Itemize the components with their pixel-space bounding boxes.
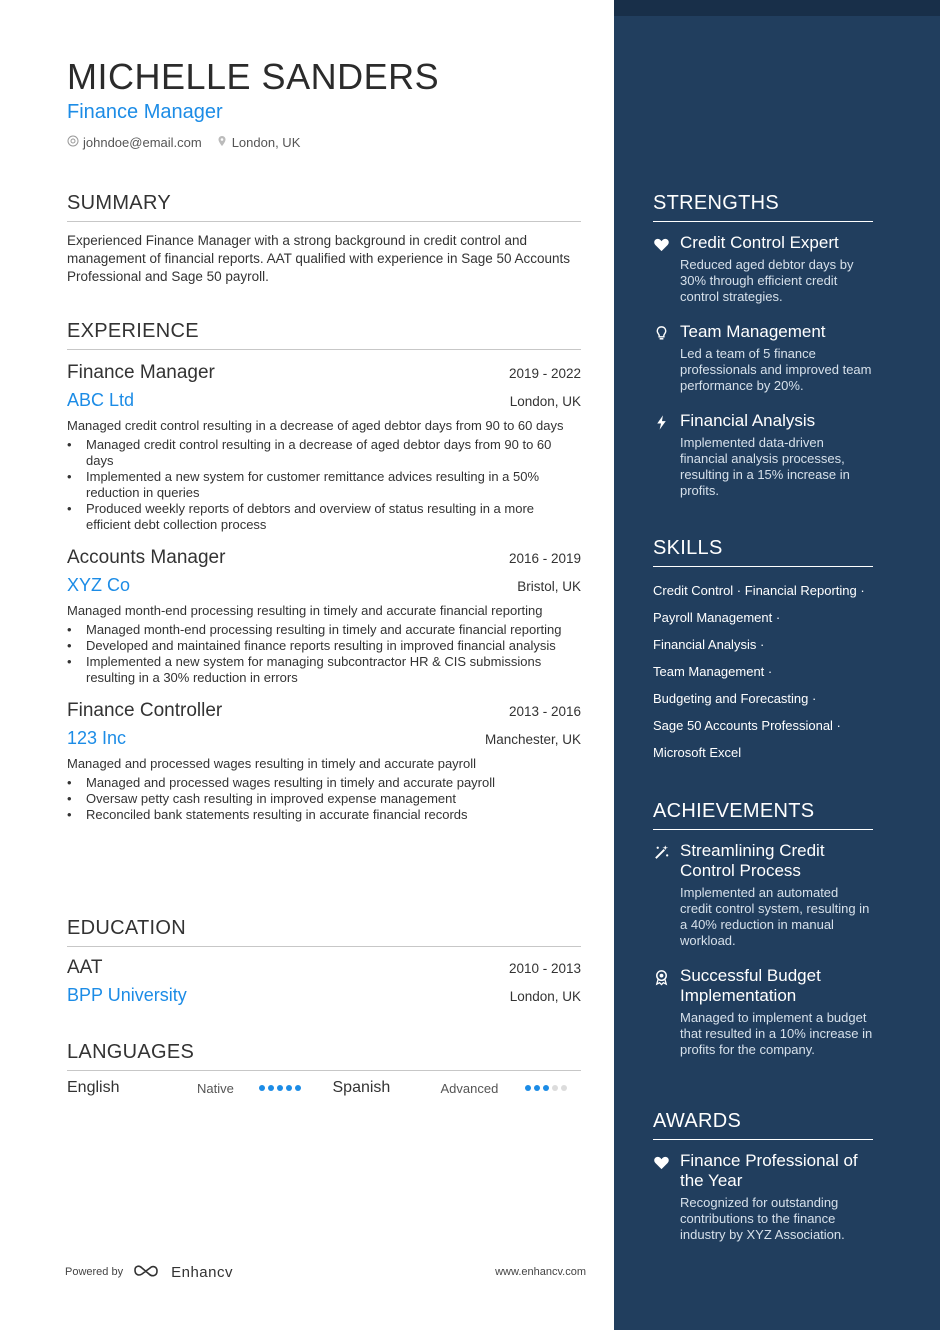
achievement-title: Successful Budget Implementation xyxy=(680,966,821,1005)
job-description: Managed credit control resulting in a decrease of aged debtor days from 90 to 60 days xyxy=(67,418,564,433)
job-entry xyxy=(67,698,581,823)
proficiency-dot-empty xyxy=(552,1085,558,1091)
job-dates: 2019 - 2022 xyxy=(508,366,581,381)
strength-title: Credit Control Expert xyxy=(680,233,839,252)
heart-icon xyxy=(653,233,680,305)
experience-section xyxy=(67,319,581,823)
at-icon xyxy=(67,135,79,150)
skill-item: Microsoft Excel xyxy=(653,745,742,760)
strength-text: Implemented data-driven financial analysis processes, resulting in a 15% increase in profits. xyxy=(680,435,850,498)
job-company: ABC Ltd xyxy=(67,390,135,410)
bullet-item: • Developed and maintained finance reports resulting in improved financial analysis xyxy=(67,638,581,654)
school-name: BPP University xyxy=(67,985,187,1005)
proficiency-dot-filled xyxy=(259,1085,265,1091)
bullet-item: • Managed credit control resulting in a decrease of aged debtor days from 90 to 60 days xyxy=(67,437,581,469)
skill-item: Financial Analysis · xyxy=(653,637,765,652)
lightning-icon xyxy=(653,411,680,499)
location-text: London, UK xyxy=(231,135,301,150)
language-level: Native xyxy=(197,1080,234,1096)
job-location: Bristol, UK xyxy=(517,579,581,594)
candidate-role: Finance Manager xyxy=(67,101,223,123)
proficiency-dot-filled xyxy=(295,1085,301,1091)
language-item xyxy=(67,1079,316,1097)
strength-item xyxy=(653,233,873,305)
award-item xyxy=(653,1151,873,1243)
awards-title: AWARDS xyxy=(653,1109,873,1140)
strength-text: Reduced aged debtor days by 30% through efficient credit control strategies. xyxy=(680,257,854,304)
education-dates: 2010 - 2013 xyxy=(508,961,581,976)
job-title: Finance Controller xyxy=(67,700,223,721)
achievement-text: Implemented an automated credit control system, resulting in a 40% reduction in manual workload. xyxy=(680,885,870,948)
email-item[interactable] xyxy=(67,135,202,150)
proficiency-dot-filled xyxy=(534,1085,540,1091)
language-item xyxy=(333,1079,582,1097)
job-bullets xyxy=(67,775,581,823)
education-section xyxy=(67,916,581,1007)
strength-title: Financial Analysis xyxy=(680,411,816,430)
experience-title: EXPERIENCE xyxy=(67,319,581,350)
achievement-text: Managed to implement a budget that resulted in a 10% increase in profits for the company. xyxy=(680,1010,873,1057)
skill-item: Team Management · xyxy=(653,664,773,679)
email-text: johndoe@email.com xyxy=(83,135,202,150)
proficiency-dot-filled xyxy=(525,1085,531,1091)
enhancv-logo-icon xyxy=(133,1262,165,1282)
strength-text: Led a team of 5 finance professionals and improved team performance by 20%. xyxy=(680,346,872,393)
job-dates: 2013 - 2016 xyxy=(508,704,581,719)
location-item xyxy=(216,135,301,150)
strength-item xyxy=(653,411,873,499)
enhancv-logo[interactable] xyxy=(133,1262,233,1282)
sidebar xyxy=(614,0,940,1330)
skills-section xyxy=(653,536,873,766)
wand-icon xyxy=(653,841,680,949)
achievement-item xyxy=(653,841,873,949)
proficiency-dot-filled xyxy=(543,1085,549,1091)
education-title: EDUCATION xyxy=(67,916,581,947)
job-entry xyxy=(67,360,581,533)
language-proficiency-dots xyxy=(525,1085,567,1091)
award-icon xyxy=(653,966,680,1058)
bullet-item: • Produced weekly reports of debtors and overview of status resulting in a more efficient debt collection process xyxy=(67,501,581,533)
language-name: English xyxy=(67,1079,120,1096)
skills-title: SKILLS xyxy=(653,536,873,567)
job-entry xyxy=(67,545,581,686)
footer xyxy=(65,1262,586,1282)
bullet-item: • Managed month-end processing resulting in timely and accurate financial reporting xyxy=(67,622,581,638)
strength-title: Team Management xyxy=(680,322,826,341)
awards-section xyxy=(653,1109,873,1243)
degree-title: AAT xyxy=(67,957,103,978)
award-title: Finance Professional of the Year xyxy=(680,1151,858,1190)
job-company: XYZ Co xyxy=(67,575,131,595)
lightbulb-icon xyxy=(653,322,680,394)
bullet-item: • Oversaw petty cash resulting in improved expense management xyxy=(67,791,581,807)
skill-item: Credit Control · Financial Reporting · xyxy=(653,583,865,598)
summary-section xyxy=(67,191,581,286)
job-dates: 2016 - 2019 xyxy=(508,551,581,566)
bullet-item: • Managed and processed wages resulting in timely and accurate payroll xyxy=(67,775,581,791)
award-text: Recognized for outstanding contributions to the finance industry by XYZ Association. xyxy=(680,1195,845,1242)
contact-info xyxy=(67,135,581,150)
summary-title: SUMMARY xyxy=(67,191,581,222)
language-level: Advanced xyxy=(440,1080,499,1096)
proficiency-dot-filled xyxy=(277,1085,283,1091)
powered-by xyxy=(65,1262,233,1282)
job-description: Managed month-end processing resulting in timely and accurate financial reporting xyxy=(67,603,543,618)
achievement-title: Streamlining Credit Control Process xyxy=(680,841,825,880)
job-title: Finance Manager xyxy=(67,362,215,383)
strength-item xyxy=(653,322,873,394)
proficiency-dot-filled xyxy=(286,1085,292,1091)
job-title: Accounts Manager xyxy=(67,547,226,568)
job-company: 123 Inc xyxy=(67,728,127,748)
job-location: London, UK xyxy=(509,394,581,409)
powered-by-label: Powered by xyxy=(65,1266,124,1278)
language-proficiency-dots xyxy=(259,1085,301,1091)
strengths-section xyxy=(653,191,873,499)
language-name: Spanish xyxy=(332,1079,391,1096)
languages-row xyxy=(67,1079,581,1097)
proficiency-dot-empty xyxy=(561,1085,567,1091)
school-location: London, UK xyxy=(509,989,581,1004)
location-pin-icon xyxy=(216,135,228,150)
education-entry xyxy=(67,955,581,1007)
job-bullets xyxy=(67,622,581,686)
achievements-title: ACHIEVEMENTS xyxy=(653,799,873,830)
bullet-item: • Reconciled bank statements resulting in accurate financial records xyxy=(67,807,581,823)
job-bullets xyxy=(67,437,581,533)
bullet-item: • Implemented a new system for managing subcontractor HR & CIS submissions resulting in a 30% reduction in errors xyxy=(67,654,581,686)
candidate-name: MICHELLE SANDERS xyxy=(67,56,440,97)
strengths-title: STRENGTHS xyxy=(653,191,873,222)
skill-item: Budgeting and Forecasting · xyxy=(653,691,817,706)
skill-item: Payroll Management · xyxy=(653,610,781,625)
achievement-item xyxy=(653,966,873,1058)
website-link[interactable]: www.enhancv.com xyxy=(495,1266,586,1278)
achievements-section xyxy=(653,799,873,1058)
skills-list xyxy=(653,577,873,766)
brand-name: Enhancv xyxy=(171,1263,233,1281)
skill-item: Sage 50 Accounts Professional · xyxy=(653,718,841,733)
bullet-item: • Implemented a new system for customer remittance advices resulting in a 50% reduction in queries xyxy=(67,469,581,501)
summary-text: Experienced Finance Manager with a strong background in credit control and management of financial reports. AAT qualified with experience in Sage 50 Accounts Professional and Sage 50 payroll. xyxy=(67,233,571,284)
sidebar-top-bar xyxy=(614,0,940,16)
job-location: Manchester, UK xyxy=(484,732,581,747)
languages-section xyxy=(67,1040,581,1097)
job-description: Managed and processed wages resulting in timely and accurate payroll xyxy=(67,756,477,771)
heart-icon xyxy=(653,1151,680,1243)
proficiency-dot-filled xyxy=(268,1085,274,1091)
languages-title: LANGUAGES xyxy=(67,1040,581,1071)
